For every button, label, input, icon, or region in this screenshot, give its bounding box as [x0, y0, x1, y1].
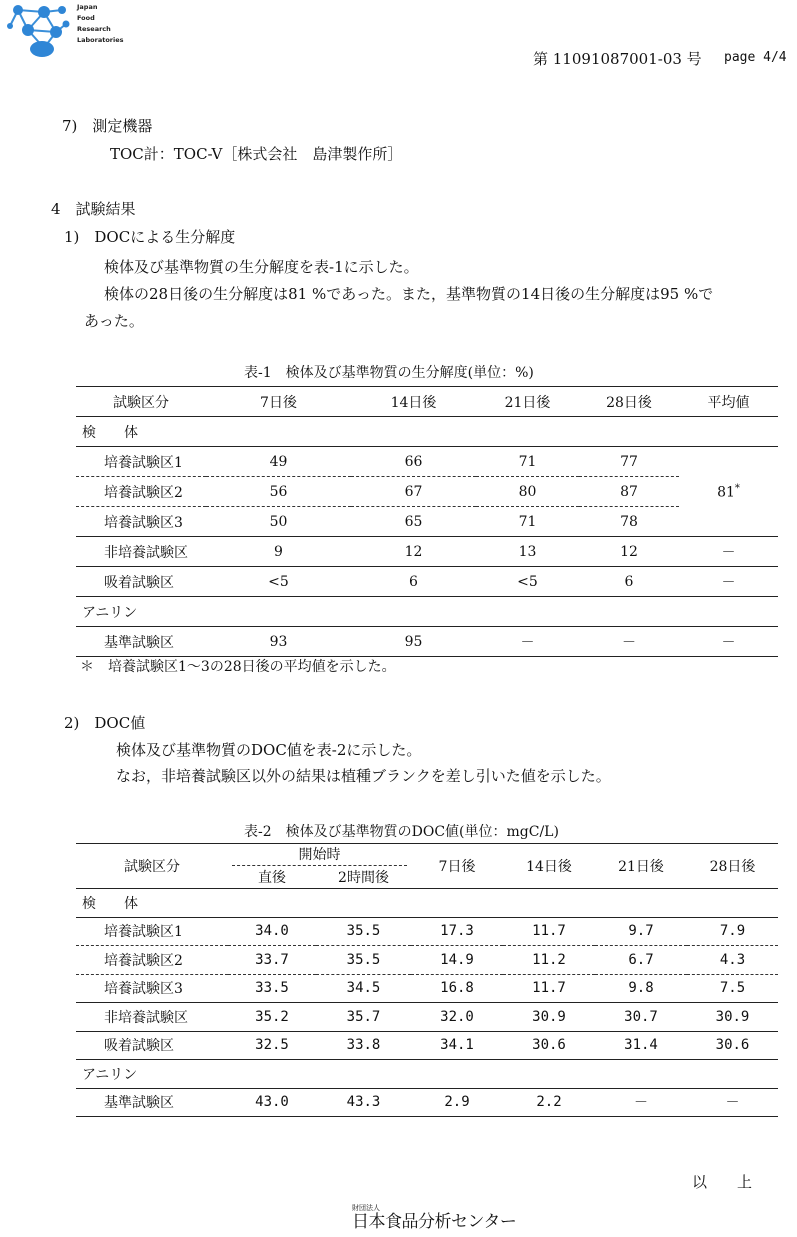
table-cell: 80 — [518, 483, 537, 500]
table-cell: 11.7 — [532, 923, 566, 940]
table-cell: 34.5 — [346, 980, 381, 997]
row-label: 培養試験区2 — [104, 484, 183, 501]
table-row — [76, 1031, 778, 1060]
table-cell: 35.2 — [255, 1008, 289, 1025]
sub2-paragraph: なお，非培養試験区以外の結果は植種ブランクを差し引いた値を示した。 — [116, 767, 611, 785]
table1-category-row — [76, 597, 778, 627]
table-cell: 7.9 — [719, 923, 746, 940]
sub1-paragraph: 検体及び基準物質の生分解度を表-1に示した。 — [104, 258, 419, 276]
table-cell: － — [520, 634, 535, 651]
table-row — [76, 477, 778, 507]
row-label: 培養試験区1 — [104, 924, 183, 941]
table2-category-row — [76, 1060, 778, 1089]
table-cell: 95 — [404, 633, 423, 650]
col-header: 14日後 — [503, 844, 595, 889]
section4-heading: 4 試験結果 — [51, 200, 136, 218]
table1-caption: 表-1 検体及び基準物質の生分解度(単位：%) — [244, 365, 534, 381]
table1 — [76, 386, 778, 657]
table-row — [76, 1088, 778, 1117]
table-cell: 34.0 — [255, 923, 289, 940]
sub2-paragraph: 検体及び基準物質のDOC値を表-2に示した。 — [116, 741, 422, 759]
table-cell: 49 — [269, 453, 288, 470]
row-label: 培養試験区2 — [104, 952, 183, 969]
table-cell: 17.3 — [440, 923, 474, 940]
table-cell: 66 — [404, 453, 423, 470]
table-cell: 78 — [620, 513, 638, 530]
table-cell: <5 — [517, 573, 538, 590]
table-cell: 12 — [404, 543, 423, 560]
table-cell: 87 — [620, 483, 638, 500]
sub1-heading: 1) DOCによる生分解度 — [64, 228, 236, 246]
table-row — [76, 974, 778, 1003]
table-row — [76, 507, 778, 537]
average-cell — [679, 447, 778, 537]
table1-category-row — [76, 417, 778, 447]
table-cell: 30.9 — [715, 1008, 750, 1025]
col-header: 試験区分 — [113, 394, 169, 411]
table1-footnote: ＊ 培養試験区1～3の28日後の平均値を示した。 — [80, 659, 396, 675]
table-cell: － — [721, 634, 736, 651]
table-row — [76, 1003, 778, 1032]
table-cell: 9.7 — [628, 923, 654, 940]
table-cell: 13 — [518, 543, 537, 560]
table-cell: 30.6 — [532, 1037, 566, 1054]
row-label: 基準試験区 — [104, 634, 174, 651]
table-cell: 30.6 — [715, 1037, 750, 1054]
sub1-paragraph: あった。 — [84, 312, 144, 330]
table-cell: － — [622, 634, 636, 651]
col-header: 14日後 — [390, 394, 437, 411]
footnote-mark: * — [734, 482, 740, 494]
sub1-paragraph: 検体の28日後の生分解度は81 %であった。また，基準物質の14日後の生分解度は95 %で — [104, 285, 714, 303]
row-label: 培養試験区1 — [104, 454, 183, 471]
table-cell: 2.9 — [444, 1094, 470, 1111]
table-cell: 32.5 — [255, 1037, 289, 1054]
table-row — [76, 447, 778, 477]
col-header: 7日後 — [411, 844, 503, 889]
col-header: 平均値 — [707, 394, 750, 411]
table-cell: 6 — [409, 573, 418, 590]
table-cell: 6.7 — [628, 951, 654, 968]
table-cell: 33.8 — [346, 1037, 381, 1054]
table-cell: 34.1 — [440, 1037, 474, 1054]
footer-logo — [352, 1204, 516, 1232]
table-cell: 12 — [620, 543, 638, 560]
table-cell: 77 — [620, 453, 638, 470]
table-cell: 43.0 — [255, 1094, 289, 1111]
table2-category-row — [76, 889, 778, 918]
table-row — [76, 917, 778, 946]
row-label: 基準試験区 — [104, 1095, 174, 1112]
row-label: 非培養試験区 — [104, 1009, 188, 1026]
table-cell: 30.7 — [624, 1008, 658, 1025]
col-subheader: 2時間後 — [338, 870, 389, 886]
table-cell: 71 — [518, 513, 537, 530]
col-header: 21日後 — [504, 394, 551, 411]
instrument-line: TOC計：TOC-V［株式会社 島津製作所］ — [110, 145, 403, 163]
col-header: 7日後 — [260, 394, 297, 411]
table-cell: 6 — [624, 573, 634, 590]
table-cell: 31.4 — [624, 1037, 658, 1054]
table-cell: 35.5 — [346, 923, 381, 940]
section7-heading: 7) 測定機器 — [62, 117, 153, 135]
table-cell: 35.5 — [346, 951, 381, 968]
category-label: 検 体 — [82, 424, 138, 441]
table1-header-row — [76, 387, 778, 417]
logo-line: Food — [77, 14, 95, 22]
category-label: アニリン — [82, 1066, 138, 1083]
table-cell: 35.7 — [346, 1008, 381, 1025]
table-cell: 4.3 — [719, 951, 746, 968]
col-header: 試験区分 — [76, 844, 228, 889]
table-row — [76, 946, 778, 975]
table-cell: 33.7 — [255, 951, 289, 968]
footer-org-name: 日本食品分析センター — [352, 1212, 517, 1232]
logo-line: Laboratories — [77, 36, 124, 44]
table2 — [76, 843, 778, 1117]
document-number: 第 11091087001-03 号 — [533, 50, 702, 68]
col-subheader: 直後 — [258, 870, 286, 886]
table-cell: － — [721, 574, 736, 591]
sub2-heading: 2) DOC値 — [64, 714, 146, 732]
row-label: 吸着試験区 — [104, 574, 174, 591]
table-cell: 9.8 — [628, 980, 654, 997]
table-cell: 11.2 — [532, 951, 566, 968]
table-row — [76, 567, 778, 597]
table-cell: 11.7 — [532, 980, 566, 997]
table-cell: － — [725, 1095, 740, 1112]
table2-caption: 表-2 検体及び基準物質のDOC値(単位：mgC/L) — [244, 824, 559, 840]
table-cell: － — [721, 544, 736, 561]
table-cell: 33.5 — [255, 980, 289, 997]
average-value: 81 — [717, 484, 735, 501]
table-cell: 14.9 — [440, 951, 474, 968]
table-cell: 93 — [269, 633, 288, 650]
row-label: 培養試験区3 — [104, 981, 183, 998]
table-cell: <5 — [268, 573, 289, 590]
table-cell: 65 — [404, 513, 423, 530]
table-cell: 2.2 — [536, 1094, 562, 1111]
table-cell: － — [634, 1095, 648, 1112]
col-header: 21日後 — [595, 844, 687, 889]
table-cell: 9 — [274, 543, 283, 560]
table-cell: 71 — [518, 453, 537, 470]
start-header: 開始時 — [232, 844, 407, 866]
closing-mark: 以 上 — [692, 1173, 753, 1191]
company-logo — [4, 2, 124, 60]
col-header: 28日後 — [687, 844, 778, 889]
logo-line: Research — [77, 25, 111, 33]
table-cell: 32.0 — [440, 1008, 474, 1025]
col-header: 28日後 — [606, 394, 652, 411]
network-logo-icon — [4, 2, 78, 62]
col-header — [228, 844, 411, 867]
category-label: アニリン — [82, 604, 138, 621]
table-cell: 56 — [269, 483, 288, 500]
table-cell: 16.8 — [440, 980, 474, 997]
table-cell: 7.5 — [719, 980, 746, 997]
table-cell: 43.3 — [346, 1094, 381, 1111]
row-label: 吸着試験区 — [104, 1038, 174, 1055]
category-label: 検 体 — [82, 895, 138, 912]
table-row — [76, 627, 778, 657]
table-row — [76, 537, 778, 567]
row-label: 非培養試験区 — [104, 544, 188, 561]
table-cell: 30.9 — [532, 1008, 566, 1025]
table2-header-row — [76, 844, 778, 867]
row-label: 培養試験区3 — [104, 514, 183, 531]
table-cell: 50 — [269, 513, 288, 530]
page-number: page 4/4 — [724, 50, 787, 65]
table-cell: 67 — [404, 483, 423, 500]
footer-org-small: 財団法人 — [352, 1204, 380, 1212]
logo-line: Japan — [77, 3, 98, 11]
